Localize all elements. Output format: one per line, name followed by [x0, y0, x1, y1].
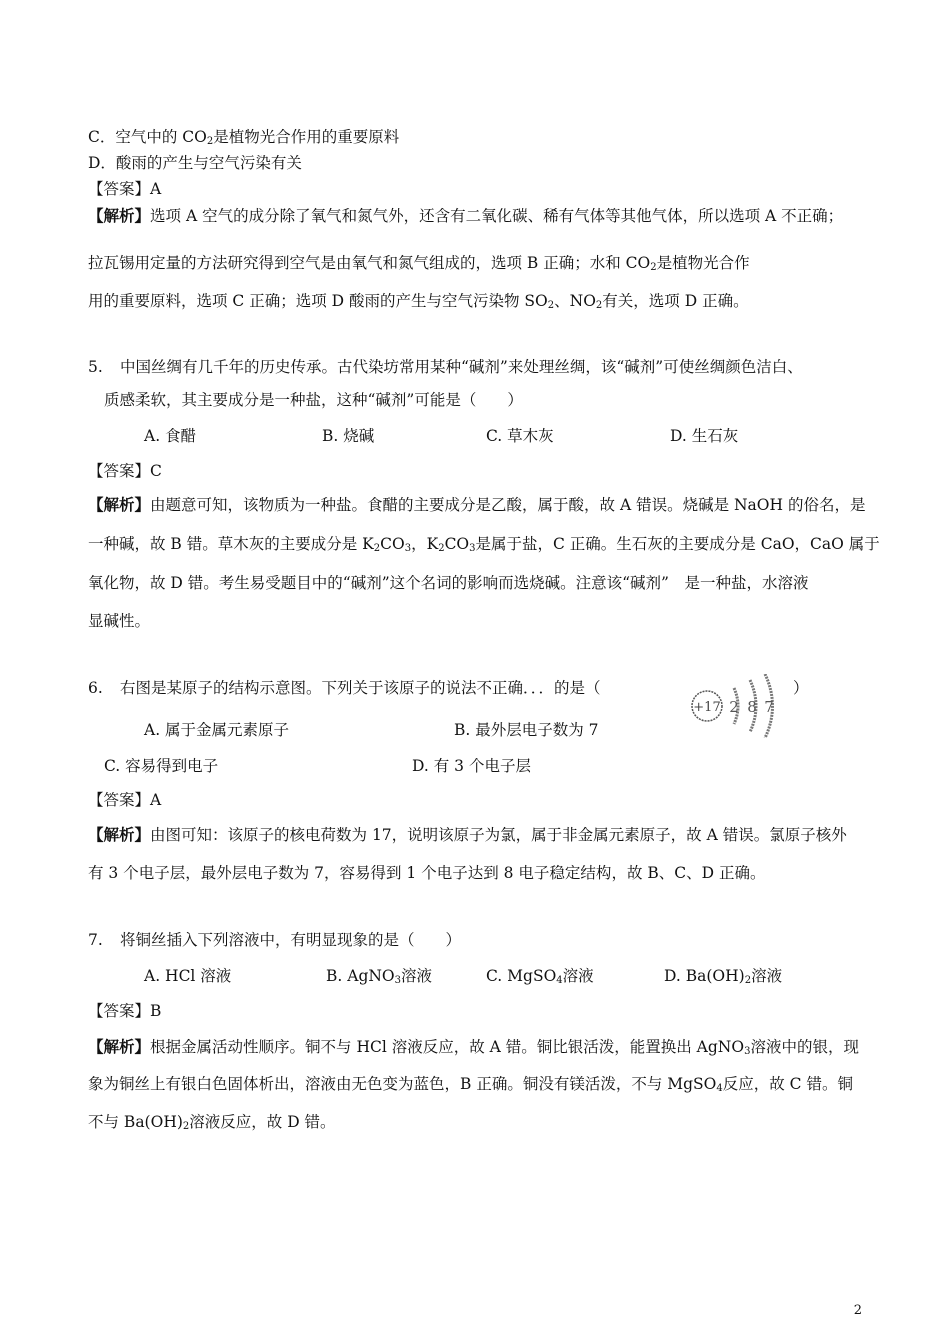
q7-option-d: D. $Ba(OH)_2$溶液	[664, 967, 783, 986]
analysis-prev-line-2: 拉瓦锡用定量的方法研究得到空气是由氧气和氮气组成的，选项 B 正确；水和 $CO_2$是植物光合作	[88, 254, 750, 273]
q6-option-c: C. 容易得到电子	[104, 757, 219, 775]
q5-option-a: A. 食醋	[144, 427, 197, 445]
q7-stem: 将铜丝插入下列溶液中，有明显现象的是（ ）	[120, 931, 462, 949]
q7-option-b: B. AgNO$_3$溶液	[326, 967, 433, 986]
shell-1-electrons: 2	[729, 698, 739, 716]
nucleus-label: +17	[693, 700, 721, 715]
analysis-prev-line-1: 【解析】选项 A 空气的成分除了氧气和氮气外，还含有二氧化碳、稀有气体等其他气体，所以选项 A 不正确；	[88, 206, 844, 225]
q6-option-b: B. 最外层电子数为 7	[454, 721, 599, 739]
q5-number: 5.	[88, 358, 103, 376]
q6-analysis-line-2: 有 3 个电子层，最外层电子数为 7，容易得到 1 个电子达到 8 电子稳定结构，故 B、C、D 正确。	[88, 864, 766, 882]
q6-option-a: A. 属于金属元素原子	[144, 721, 290, 739]
q6-stem-close: ）	[793, 679, 809, 697]
q5-stem-line-2: 质感柔软，其主要成分是一种盐，这种“碱剂”可能是（ ）	[104, 391, 523, 409]
q7-analysis-line-3: 不与 $Ba(OH)_2$溶液反应，故 D 错。	[88, 1113, 336, 1132]
option-d-prev: D．酸雨的产生与空气污染有关	[88, 154, 302, 172]
analysis-prev-line-3: 用的重要原料，选项 C 正确；选项 D 酸雨的产生与空气污染物 $SO_2$、$NO_2$有关，选项 D 正确。	[88, 292, 749, 311]
q7-number: 7.	[88, 931, 103, 949]
q5-answer: 【答案】C	[88, 462, 162, 480]
q6-number: 6.	[88, 679, 103, 697]
q7-option-c: C. MgSO$_4$溶液	[486, 967, 594, 986]
answer-prev: 【答案】A	[88, 180, 162, 198]
q5-analysis-line-4: 显碱性。	[88, 612, 151, 630]
q5-option-c: C. 草木灰	[486, 427, 554, 445]
q7-analysis-line-1: 【解析】根据金属活动性顺序。铜不与 HCl 溶液反应，故 A 错。铜比银活泼，能置换出 AgNO$_3$溶液中的银，现	[88, 1037, 859, 1057]
q5-option-d: D. 生石灰	[670, 427, 739, 445]
q7-analysis-line-2: 象为铜丝上有银白色固体析出，溶液由无色变为蓝色，B 正确。铜没有镁活泼，不与 MgSO$_4$反应，故 C 错。铜	[88, 1075, 853, 1094]
q5-stem-line-1: 中国丝绸有几千年的历史传承。古代染坊常用某种“碱剂”来处理丝绸，该“碱剂”可使丝绸颜色洁白、	[120, 358, 803, 376]
atom-structure-diagram	[676, 674, 788, 738]
shell-2-electrons: 8	[747, 698, 757, 716]
q6-answer: 【答案】A	[88, 791, 162, 809]
q5-analysis-line-2: 一种碱，故 B 错。草木灰的主要成分是 $K_2CO_3$，$K_2CO_3$是属于盐，C 正确。生石灰的主要成分是 CaO，CaO 属于	[88, 535, 880, 554]
q6-stem: 右图是某原子的结构示意图。下列关于该原子的说法不正确．．．的是（	[120, 679, 601, 697]
option-c-prev: C．空气中的 $CO_2$是植物光合作用的重要原料	[88, 128, 400, 147]
q5-option-b: B. 烧碱	[322, 427, 375, 445]
q6-analysis-line-1: 【解析】由图可知：该原子的核电荷数为 17，说明该原子为氯，属于非金属元素原子，故 A 错误。氯原子核外	[88, 825, 847, 844]
shell-3-electrons: 7	[764, 698, 774, 716]
q7-answer: 【答案】B	[88, 1002, 162, 1020]
q6-option-d: D. 有 3 个电子层	[412, 757, 531, 775]
q7-option-a: A. HCl 溶液	[144, 967, 232, 985]
q5-analysis-line-1: 【解析】由题意可知，该物质为一种盐。食醋的主要成分是乙酸，属于酸，故 A 错误。烧碱是 NaOH 的俗名，是	[88, 495, 866, 514]
q5-analysis-line-3: 氧化物，故 D 错。考生易受题目中的“碱剂”这个名词的影响而选烧碱。注意该“碱剂” 是一种盐，水溶液	[88, 574, 809, 592]
page-number: 2	[853, 1303, 862, 1318]
